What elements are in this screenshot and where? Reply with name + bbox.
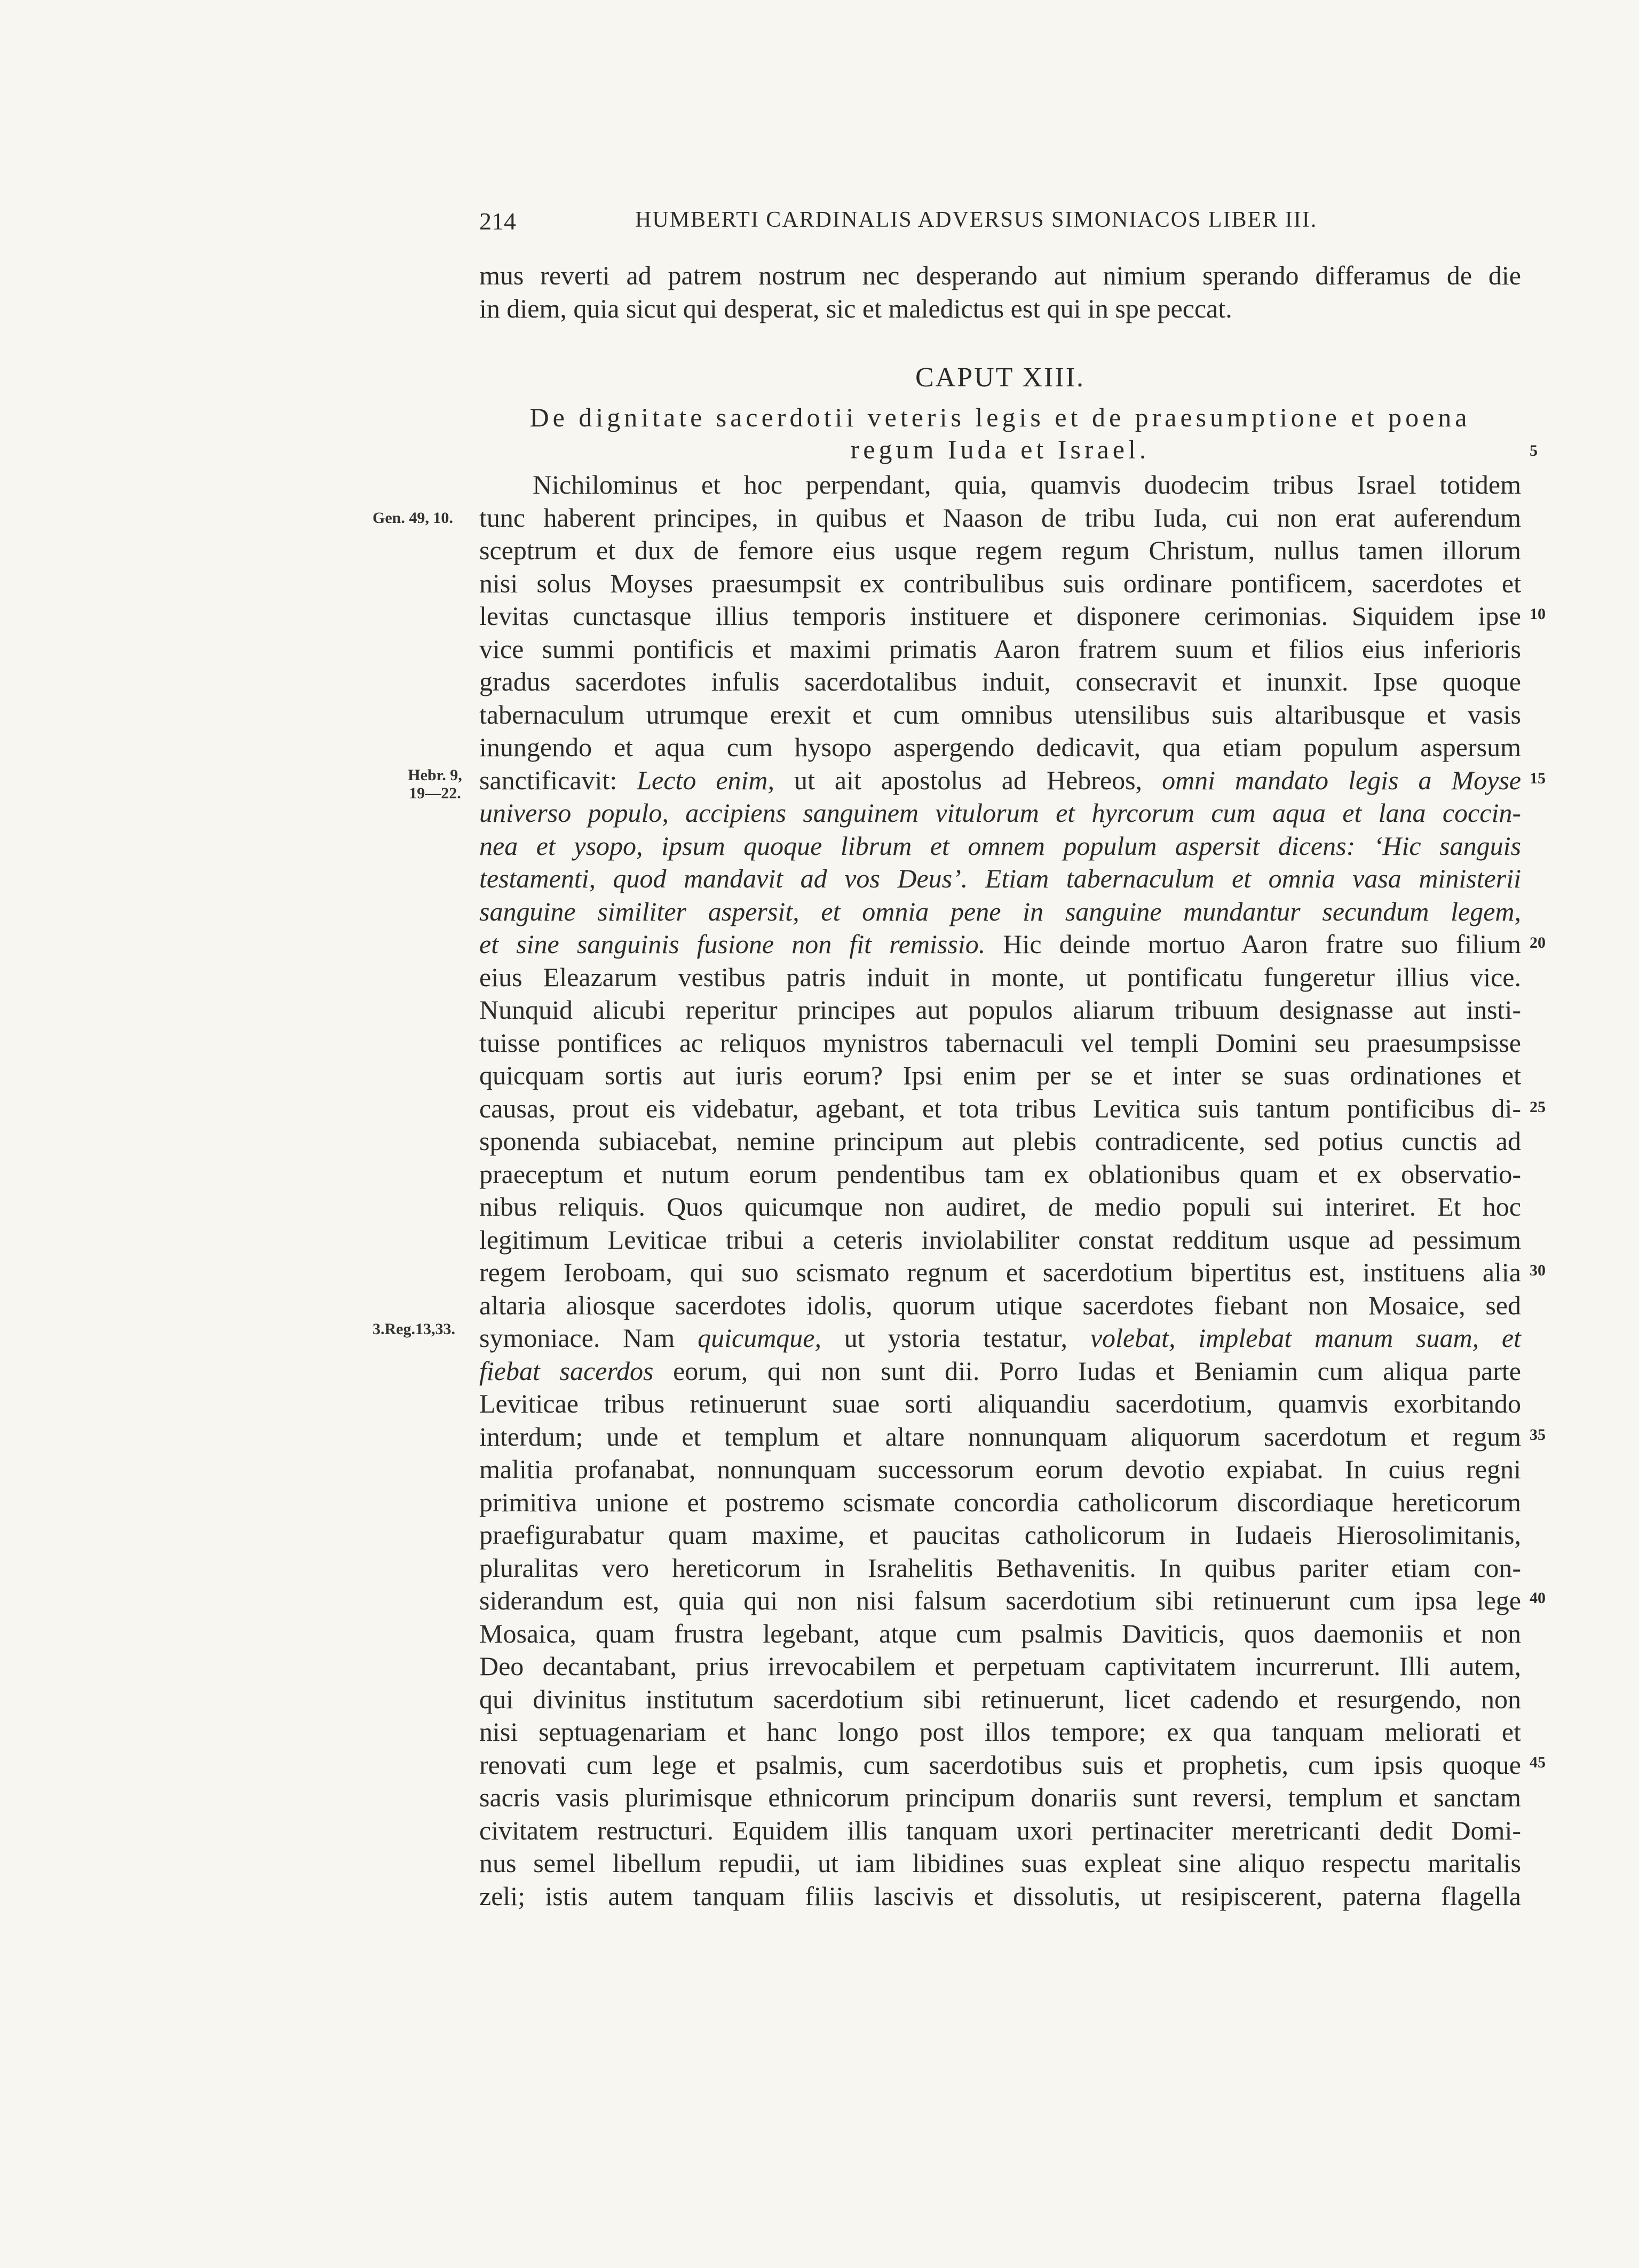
text-line — [479, 1847, 1521, 1879]
text-run: sanctificavit: — [479, 765, 637, 795]
text-run: primitiva unione et postremo scismate concordia catholicorum discordiaque hereticorum — [479, 1487, 1521, 1517]
text-run: eius Eleazarum vestibus patris induit in monte, ut pontificatu fungeretur illius vice. — [479, 962, 1521, 992]
text-run: levitas cunctasque illius temporis instituere et disponere cerimonias. Siquidem ipse — [479, 601, 1521, 631]
text-run: regem Ieroboam, qui suo scismato regnum et sacerdotium bipertitus est, instituens alia — [479, 1257, 1521, 1287]
text-line — [479, 1158, 1521, 1190]
text-run: vice summi pontificis et maximi primatis Aaron fratrem suum et filios eius inferioris — [479, 634, 1521, 664]
text-line — [479, 764, 1521, 796]
text-run: ut ait apostolus ad Hebreos, — [774, 765, 1162, 795]
text-line — [479, 1584, 1521, 1616]
text-line — [479, 1781, 1521, 1813]
text-line — [479, 1486, 1521, 1518]
text-run: civitatem restructuri. Equidem illis tanquam uxori pertinaciter meretricanti dedit Domi- — [479, 1815, 1521, 1845]
text-run: renovati cum lege et psalmis, cum sacerdotibus suis et prophetis, cum ipsis quoque — [479, 1750, 1521, 1780]
text-run: ut ystoria testatur, — [821, 1323, 1090, 1353]
text-line — [479, 469, 1521, 501]
text-line — [479, 994, 1521, 1026]
chapter-subtitle: regum Iuda et Israel. — [850, 434, 1150, 464]
text-line — [479, 1683, 1521, 1715]
text-run: altaria aliosque sacerdotes idolis, quorum utique sacerdotes fiebant non Mosaice, sed — [479, 1290, 1521, 1320]
text-run: nisi solus Moyses praesumpsit ex contribulibus suis ordinare pontificem, sacerdotes et — [479, 568, 1521, 598]
text-line — [479, 961, 1521, 993]
text-run: interdum; unde et templum et altare nonnunquam aliquorum sacerdotum et regum — [479, 1422, 1521, 1452]
text-line — [479, 567, 1521, 599]
page-number: 214 — [479, 208, 516, 235]
line-number: 30 — [1530, 1262, 1546, 1279]
text-run: tabernaculum utrumque erexit et cum omnibus utensilibus suis altaribusque et vasis — [479, 700, 1521, 729]
italic-quote: omni mandato legis a Moyse — [1162, 765, 1521, 795]
text-line — [479, 600, 1521, 632]
text-line — [479, 633, 1521, 665]
text-run: quicquam sortis aut iuris eorum? Ipsi enim per se et inter se suas ordinationes et — [479, 1060, 1521, 1090]
text-line — [479, 862, 1521, 894]
text-line — [479, 731, 1521, 763]
text-run: sponenda subiacebat, nemine principum aut plebis contradicente, sed potius cunctis ad — [479, 1126, 1521, 1156]
text-line — [479, 1387, 1521, 1420]
text-run: causas, prout eis videbatur, agebant, et tota tribus Levitica suis tantum pontificibus di- — [479, 1093, 1521, 1123]
line-number: 15 — [1530, 770, 1546, 787]
text-run: Mosaica, quam frustra legebant, atque cum psalmis Daviticis, quos daemoniis et non — [479, 1619, 1521, 1648]
margin-reference: 19—22. — [409, 784, 461, 802]
text-line — [479, 1289, 1521, 1321]
margin-reference: Gen. 49, 10. — [373, 509, 453, 527]
text-line — [479, 1814, 1521, 1846]
text-run: praefigurabatur quam maxime, et paucitas catholicorum in Iudaeis Hierosolimitanis, — [479, 1520, 1521, 1550]
text-run: eorum, qui non sunt dii. Porro Iudas et Beniamin cum aliqua parte — [653, 1356, 1521, 1386]
margin-reference: 3.Reg.13,33. — [373, 1320, 455, 1338]
text-line — [479, 1880, 1521, 1912]
text-run: Nunquid alicubi reperitur principes aut populos aliarum tribuum designasse aut insti- — [479, 995, 1521, 1025]
text-line — [479, 1092, 1521, 1124]
text-run: sacris vasis plurimisque ethnicorum principum donariis sunt reversi, templum et sanctam — [479, 1782, 1521, 1812]
line-number: 40 — [1530, 1589, 1546, 1607]
line-number: 20 — [1530, 934, 1546, 951]
text-run: nisi septuagenariam et hanc longo post illos tempore; ex qua tanquam meliorati et — [479, 1717, 1521, 1747]
text-line — [479, 1552, 1521, 1584]
text-line — [479, 1191, 1521, 1223]
line-number: 5 — [1530, 442, 1538, 459]
text-line — [479, 1224, 1521, 1256]
text-run: zeli; istis autem tanquam filiis lascivis et dissolutis, ut resipiscerent, paterna flagella — [479, 1881, 1521, 1911]
text-line — [479, 830, 1521, 862]
text-run: sceptrum et dux de femore eius usque regem regum Christum, nullus tamen illorum — [479, 535, 1521, 565]
text-line — [479, 534, 1521, 566]
text-line — [479, 797, 1521, 829]
text-run: malitia profanabat, nonnunquam successorum eorum devotio expiabat. In cuius regni — [479, 1454, 1521, 1484]
line-number: 25 — [1530, 1098, 1546, 1116]
running-title: HUMBERTI CARDINALIS ADVERSUS SIMONIACOS LIBER III. — [635, 208, 1318, 232]
italic-quote: sanguine similiter aspersit, et omnia pene in sanguine mundantur secundum legem, — [479, 897, 1521, 926]
chapter-title: CAPUT XIII. — [915, 362, 1086, 393]
text-line — [479, 665, 1521, 697]
text-line — [479, 699, 1521, 731]
text-line — [479, 1617, 1521, 1650]
text-line — [479, 1355, 1521, 1387]
text-run: tunc haberent principes, in quibus et Naason de tribu Iuda, cui non erat auferendum — [479, 503, 1521, 533]
text-run: legitimum Leviticae tribui a ceteris inviolabiliter constat redditum usque ad pessimum — [479, 1225, 1521, 1255]
italic-quote: et sine sanguinis fusione non fit remissio. — [479, 929, 986, 959]
text-line — [479, 1027, 1521, 1059]
text-line — [479, 1716, 1521, 1748]
line-number: 10 — [1530, 605, 1546, 623]
italic-quote: nea et ysopo, ipsum quoque librum et omnem populum aspersit dicens: ‘Hic sanguis — [479, 831, 1521, 861]
italic-quote: quicumque, — [698, 1323, 821, 1353]
text-run: praeceptum et nutum eorum pendentibus tam ex oblationibus quam et ex observatio- — [479, 1159, 1521, 1189]
text-run: nus semel libellum repudii, ut iam libidines suas expleat sine aliquo respectu maritalis — [479, 1848, 1521, 1878]
italic-quote: fiebat sacerdos — [479, 1356, 654, 1386]
text-line — [479, 502, 1521, 534]
text-line — [479, 1059, 1521, 1091]
text-line — [479, 1322, 1521, 1354]
text-line — [479, 1519, 1521, 1551]
text-run: nibus reliquis. Quos quicumque non audiret, de medio populi sui interiret. Et hoc — [479, 1192, 1521, 1222]
text-line — [479, 1421, 1521, 1453]
italic-quote: Lecto enim, — [637, 765, 775, 795]
text-run: Hic deinde mortuo Aaron fratre suo filium — [985, 929, 1521, 959]
text-run: Leviticae tribus retinuerunt suae sorti aliquandiu sacerdotium, quamvis exorbitando — [479, 1389, 1521, 1418]
text-run: inungendo et aqua cum hysopo aspergendo dedicavit, qua etiam populum aspersum — [479, 732, 1521, 762]
text-run: qui divinitus institutum sacerdotium sibi retinuerunt, licet cadendo et resurgendo, non — [479, 1684, 1521, 1714]
text-run: symoniace. Nam — [479, 1323, 698, 1353]
text-run: tuisse pontifices ac reliquos mynistros tabernaculi vel templi Domini seu praesumpsisse — [479, 1028, 1521, 1058]
text-line — [479, 1650, 1521, 1682]
text-line — [479, 895, 1521, 927]
text-line — [479, 1749, 1521, 1781]
line-number: 45 — [1530, 1754, 1546, 1771]
margin-reference: Hebr. 9, — [408, 766, 462, 784]
italic-quote: testamenti, quod mandavit ad vos Deus’. Etiam tabernaculum et omnia vasa ministerii — [479, 863, 1521, 893]
chapter-subtitle: De dignitate sacerdotii veteris legis et de praesumptione et poena — [529, 402, 1471, 432]
text-run: siderandum est, quia qui non nisi falsum sacerdotium sibi retinuerunt cum ipsa lege — [479, 1585, 1521, 1615]
text-line — [479, 1256, 1521, 1288]
italic-quote: volebat, implebat manum suam, et — [1090, 1323, 1521, 1353]
text-run: pluralitas vero hereticorum in Israhelitis Bethavenitis. In quibus pariter etiam con- — [479, 1553, 1521, 1583]
intro-line: mus reverti ad patrem nostrum nec desperando aut nimium sperando differamus de die — [479, 260, 1521, 290]
text-run: Nichilominus et hoc perpendant, quia, quamvis duodecim tribus Israel totidem — [533, 470, 1521, 499]
text-line — [479, 1453, 1521, 1485]
intro-line: in diem, quia sicut qui desperat, sic et maledictus est qui in spe peccat. — [479, 294, 1232, 323]
text-run: Deo decantabant, prius irrevocabilem et perpetuam captivitatem incurrerunt. Illi autem, — [479, 1651, 1521, 1681]
line-number: 35 — [1530, 1426, 1546, 1444]
text-run: gradus sacerdotes infulis sacerdotalibus induit, consecravit et inunxit. Ipse quoque — [479, 667, 1521, 696]
text-line — [479, 928, 1521, 960]
italic-quote: universo populo, accipiens sanguinem vitulorum et hyrcorum cum aqua et lana coccin- — [479, 798, 1521, 828]
text-line — [479, 1125, 1521, 1157]
